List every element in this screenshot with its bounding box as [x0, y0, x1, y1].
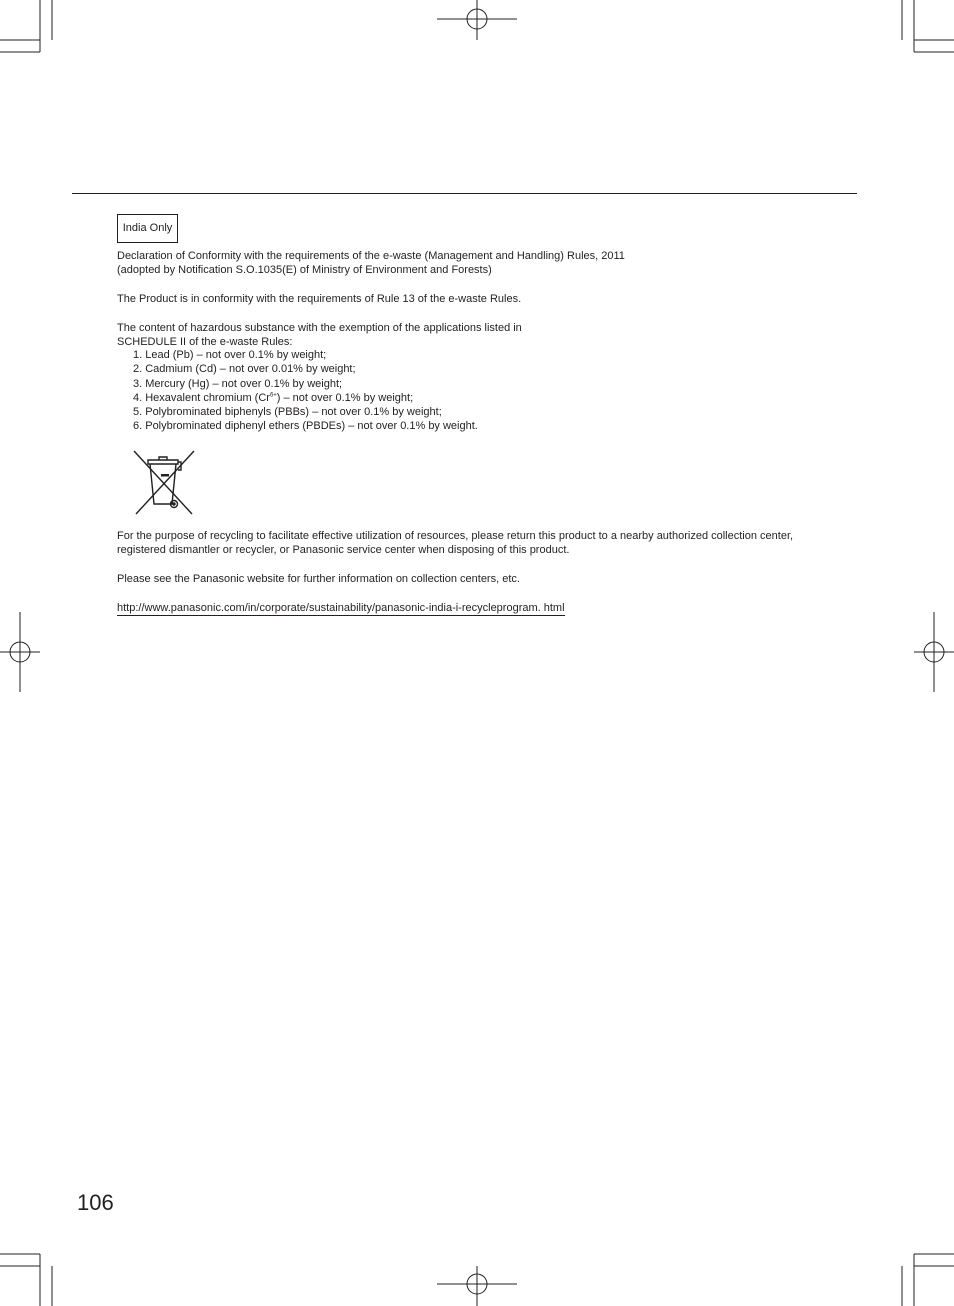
- hazardous-intro: [117, 321, 522, 350]
- list-item: [117, 391, 478, 405]
- website-note: Please see the Panasonic website for further information on collection centers, etc.: [117, 573, 520, 585]
- region-label-box: [117, 214, 178, 243]
- recycling-line-2: registered dismantler or recycler, or Panasonic service center when disposing of this product.: [117, 544, 570, 557]
- header-rule: [72, 193, 857, 194]
- hazardous-intro-line-1: The content of hazardous substance with the exemption of the applications listed in: [117, 322, 522, 334]
- declaration-text: [117, 249, 625, 278]
- recycling-line-1: For the purpose of recycling to facilitate effective utilization of resources, please return this product to a nearby authorized collection center,: [117, 530, 794, 542]
- hazardous-intro-line-2: SCHEDULE II of the e-waste Rules:: [117, 336, 293, 349]
- chromium-superscript: 6+: [269, 392, 277, 399]
- page-number: 106: [77, 1190, 114, 1215]
- conformity-text: The Product is in conformity with the requirements of Rule 13 of the e-waste Rules.: [117, 293, 522, 305]
- list-item-suffix: ) – not over 0.1% by weight;: [276, 391, 414, 404]
- list-item: 6. Polybrominated diphenyl ethers (PBDEs) – not over 0.1% by weight.: [133, 420, 478, 433]
- recycling-text: [117, 529, 793, 558]
- recycle-program-link[interactable]: http://www.panasonic.com/in/corporate/sustainability/panasonic-india-i-recycleprogram. html: [117, 602, 565, 614]
- list-item-prefix: 4. Hexavalent chromium (Cr: [133, 391, 270, 404]
- list-item: 3. Mercury (Hg) – not over 0.1% by weight;: [133, 377, 343, 390]
- declaration-line-2: (adopted by Notification S.O.1035(E) of Ministry of Environment and Forests): [117, 264, 492, 277]
- list-item: 1. Lead (Pb) – not over 0.1% by weight;: [133, 349, 327, 361]
- declaration-line-1: Declaration of Conformity with the requirements of the e-waste (Management and Handling) Rules, 2011: [117, 250, 625, 262]
- crossed-out-wheelie-bin-icon: [131, 448, 197, 518]
- list-item: 5. Polybrominated biphenyls (PBBs) – not over 0.1% by weight;: [133, 406, 442, 419]
- hazardous-substance-list: [117, 348, 478, 434]
- list-item: 2. Cadmium (Cd) – not over 0.01% by weight;: [133, 363, 356, 376]
- region-label: India Only: [122, 222, 173, 234]
